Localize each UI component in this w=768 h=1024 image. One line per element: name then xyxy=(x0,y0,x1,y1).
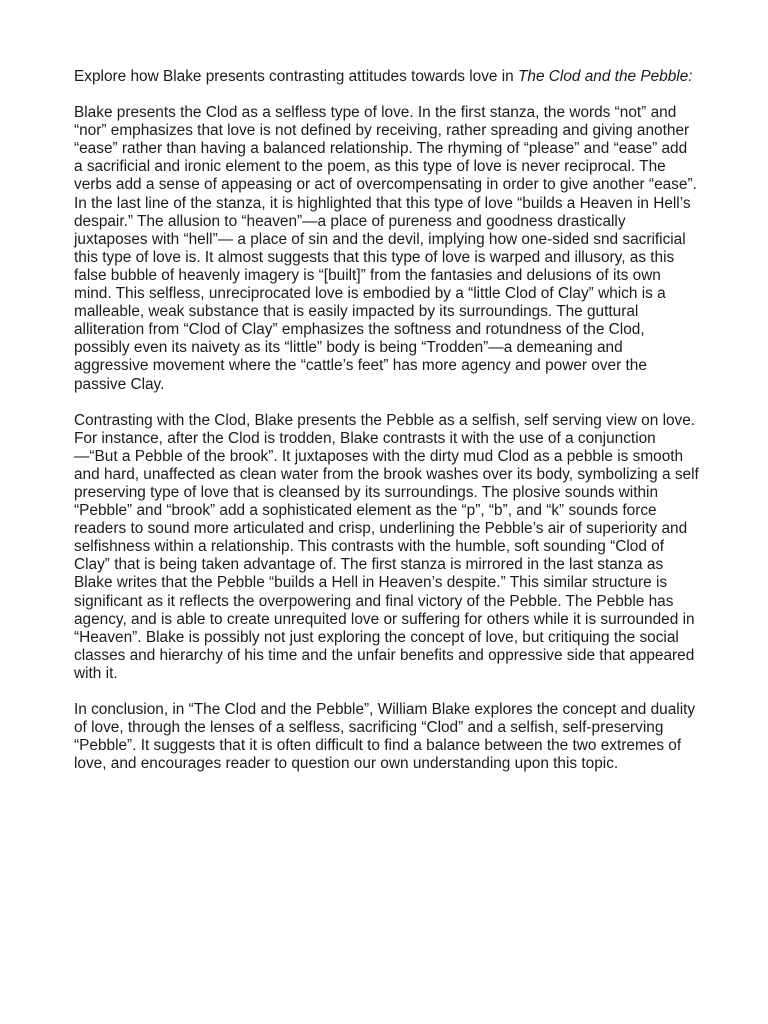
essay-question xyxy=(74,68,699,86)
body-paragraph-pebble: Contrasting with the Clod, Blake presents the Pebble as a selfish, self serving view on love. For instance, after the Clod is trodden, Blake contrasts it with the use of a conjunction—“But a Pebble of the brook”. It juxtaposes with the dirty mud Clod as a pebble is smooth and hard, unaffected as clean water from the brook washes over its body, symbolizing a self preserving type of love that is cleansed by its surroundings. The plosive sounds within “Pebble” and “brook” add a sophisticated element as the “p”, “b”, and “k” sounds force readers to sound more articulated and crisp, underlining the Pebble’s air of superiority and selfishness within a relationship. This contrasts with the humble, soft sounding “Clod of Clay” that is being taken advantage of. The first stanza is mirrored in the last stanza as Blake writes that the Pebble “builds a Hell in Heaven’s despite.” This similar structure is significant as it reflects the overpowering and final victory of the Pebble. The Pebble has agency, and is able to create unrequited love or suffering for others while it is surrounded in “Heaven”. Blake is possibly not just exploring the concept of love, but critiquing the social classes and hierarchy of his time and the unfair benefits and oppressive side that appeared with it. xyxy=(74,411,699,682)
essay-page xyxy=(74,68,699,791)
question-prefix: Explore how Blake presents contrasting attitudes towards love in xyxy=(74,68,518,85)
poem-title: The Clod and the Pebble: xyxy=(518,68,693,85)
conclusion-paragraph: In conclusion, in “The Clod and the Pebble”, William Blake explores the concept and duality of love, through the lenses of a selfless, sacrificing “Clod” and a selfish, self-preserving “Pebble”. It suggests that it is often difficult to find a balance between the two extremes of love, and encourages reader to question our own understanding upon this topic. xyxy=(74,701,696,773)
body-paragraph-clod: Blake presents the Clod as a selfless type of love. In the first stanza, the words “not” and “nor” emphasizes that love is not defined by receiving, rather spreading and giving another “ease” rather than having a balanced relationship. The rhyming of “please” and “ease” add a sacrificial and ironic element to the poem, as this type of love is never reciprocal. The verbs add a sense of appeasing or act of overcompensating in order to give another “ease”. In the last line of the stanza, it is highlighted that this type of love “builds a Heaven in Hell’s despair.” The allusion to “heaven”—a place of pureness and goodness drastically juxtaposes with “hell”— a place of sin and the devil, implying how one-sided snd sacrificial this type of love is. It almost suggests that this type of love is warped and illusory, as this false bubble of heavenly imagery is “[built]” from the fantasies and delusions of its own mind. This selfless, unreciprocated love is embodied by a “little Clod of Clay” which is a malleable, weak substance that is easily impacted by its surroundings. The guttural alliteration from “Clod of Clay” emphasizes the softness and rotundness of the Clod, possibly even its naivety as its “little” body is being “Trodden”—a demeaning and aggressive movement where the “cattle’s feet” has more agency and power over the passive Clay. xyxy=(74,104,697,393)
